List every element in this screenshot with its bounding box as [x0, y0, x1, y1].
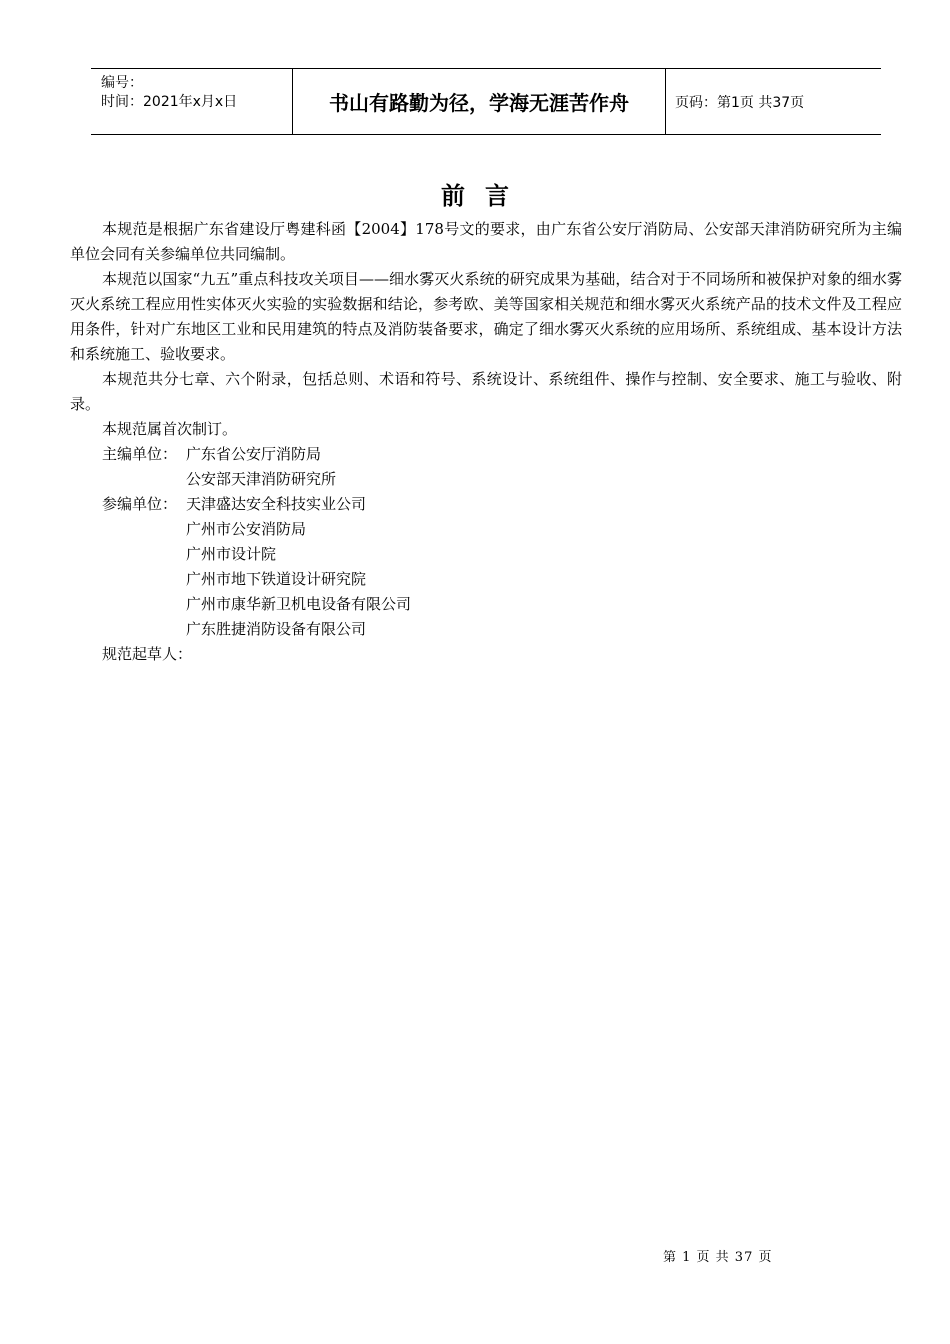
list-item	[102, 492, 902, 517]
number-label: 编号：	[101, 75, 143, 91]
paragraph: 本规范是根据广东省建设厅粤建科函【2004】178号文的要求，由广东省公安厅消防局、公安部天津消防研究所为主编单位会同有关参编单位共同编制。	[70, 220, 902, 263]
unit-name: 广东省公安厅消防局	[186, 445, 322, 463]
chief-editors-list	[70, 442, 902, 492]
list-item	[102, 567, 902, 592]
chief-editors-label: 主编单位：	[102, 445, 178, 463]
time-label: 时间：2021年x月x日	[101, 94, 238, 110]
list-item	[102, 517, 902, 542]
header-page-code: 页码：第1页 共37页	[675, 94, 805, 111]
participants-label: 参编单位：	[102, 495, 178, 513]
list-item	[102, 467, 902, 492]
paragraph: 本规范共分七章、六个附录，包括总则、术语和符号、系统设计、系统组件、操作与控制、安全要求、施工与验收、附录。	[70, 370, 902, 413]
page-footer: 第 1 页 共 37 页	[663, 1250, 773, 1265]
header-info-cell	[91, 69, 293, 134]
unit-name: 广州市设计院	[186, 545, 277, 563]
paragraph: 本规范以国家“九五”重点科技攻关项目——细水雾灭火系统的研究成果为基础，结合对于不同场所和被保护对象的细水雾灭火系统工程应用性实体灭火实验的实验数据和结论，参考欧、美等国家相关规范和细水雾灭火系统产品的技术文件及工程应用条件，针对广东地区工业和民用建筑的特点及消防装备要求，确定了细水雾灭火系统的应用场所、系统组成、基本设计方法和系统施工、验收要求。	[70, 270, 902, 363]
unit-name: 广州市地下铁道设计研究院	[186, 570, 367, 588]
list-item	[102, 592, 902, 617]
unit-name: 广州市康华新卫机电设备有限公司	[186, 595, 412, 613]
list-item	[102, 442, 902, 467]
page-title: 前言	[441, 182, 529, 210]
unit-name: 公安部天津消防研究所	[186, 470, 337, 488]
list-item	[102, 617, 902, 642]
unit-name: 广东胜捷消防设备有限公司	[186, 620, 367, 638]
page-header	[91, 68, 881, 135]
paragraph: 本规范属首次制订。	[102, 420, 238, 438]
drafters	[70, 642, 902, 667]
unit-name: 广州市公安消防局	[186, 520, 307, 538]
participants-list	[70, 492, 902, 642]
unit-name: 天津盛达安全科技实业公司	[186, 495, 367, 513]
drafters-label: 规范起草人：	[102, 645, 193, 663]
document-body	[70, 217, 902, 667]
header-motto: 书山有路勤为径，学海无涯苦作舟	[293, 69, 666, 134]
list-item	[102, 542, 902, 567]
